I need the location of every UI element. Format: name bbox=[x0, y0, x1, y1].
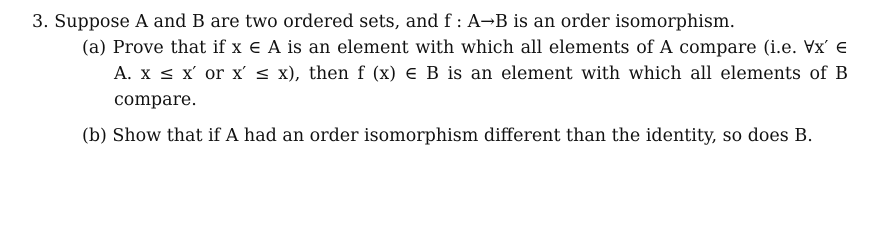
part-a-line-2: A. x ≤ x′ or x′ ≤ x), then f (x) ∈ B is an element with which all elements of B bbox=[114, 64, 848, 84]
part-a-line-3: compare. bbox=[114, 90, 197, 110]
part-a-line-1: (a) Prove that if x ∈ A is an element with which all elements of A compare (i.e. ∀x′ ∈ bbox=[82, 38, 848, 58]
part-b-line-1: (b) Show that if A had an order isomorphism different than the identity, so does B. bbox=[82, 126, 813, 146]
problem-3 bbox=[32, 9, 882, 149]
problem-statement: 3. Suppose A and B are two ordered sets, and f : A→B is an order isomorphism. bbox=[32, 12, 736, 32]
